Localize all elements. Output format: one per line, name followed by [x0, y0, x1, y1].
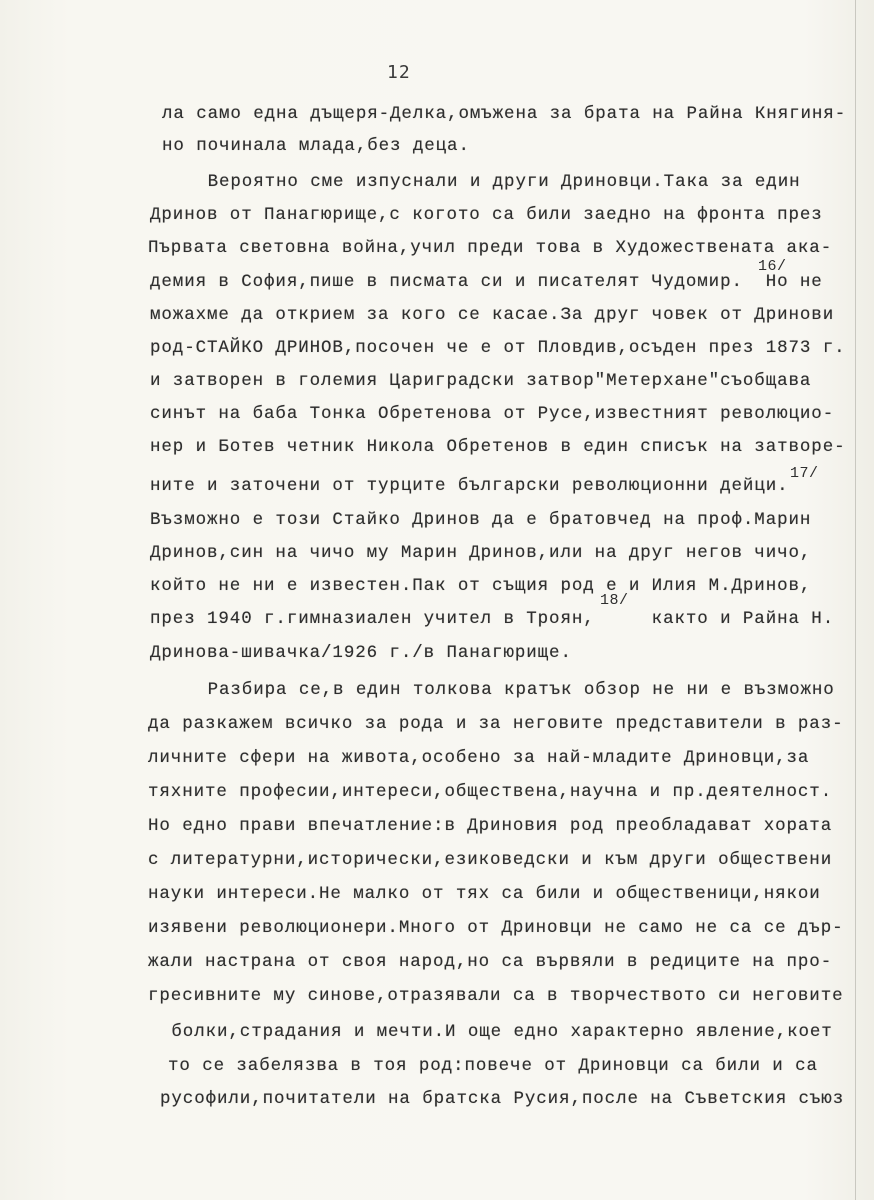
page-edge [855, 0, 856, 1200]
text-line-16: през 1940 г.гимназиален учител в Троян, както и Райна Н. [150, 609, 835, 629]
text-line-6: демия в София,пише в писмата си и писателят Чудомир. Но не [150, 272, 823, 292]
text-line-23: с литературни,исторически,езиковедски и към други обществени [148, 850, 833, 870]
text-line-7: можахме да открием за кого се касае.За друг човек от Дринови [150, 305, 835, 325]
text-line-15: който не ни е известен.Пак от същия род е и Илия М.Дринов, [150, 576, 812, 596]
text-line-13: Възможно е този Стайко Дринов да е братовчед на проф.Марин [150, 510, 812, 530]
text-line-17: Дринова-шивачка/1926 г./в Панагюрище. [150, 643, 572, 663]
text-line-1: ла само една дъщеря-Делка,омъжена за брата на Райна Княгиня- [162, 104, 847, 124]
text-line-8: род-СТАЙКО ДРИНОВ,посочен че е от Пловдив,осъден през 1873 г. [150, 338, 846, 358]
text-line-5: Първата световна война,учил преди това в Художествената ака- [148, 238, 833, 258]
text-line-21: тяхните професии,интереси,обществена,научна и пр.деятелност. [148, 782, 833, 802]
text-line-19: да разкажем всичко за рода и за неговите представители в раз- [148, 714, 844, 734]
text-line-14: Дринов,син на чичо му Марин Дринов,или на друг негов чичо, [150, 543, 812, 563]
footnote-18: 18/ [600, 592, 629, 609]
text-line-3: Вероятно сме изпуснали и други Дриновци.Така за един [162, 172, 801, 192]
text-line-12: ните и заточени от турците български революционни дейци. [150, 476, 789, 496]
text-line-18: Разбира се,в един толкова кратък обзор не ни е възможно [162, 680, 835, 700]
text-line-29: то се забелязва в тоя род:повече от Дриновци са били и са [168, 1056, 818, 1076]
text-line-9: и затворен в големия Цариградски затвор"Метерхане"съобщава [150, 371, 812, 391]
text-line-2: но починала млада,без деца. [162, 136, 470, 156]
text-line-20: личните сфери на живота,особено за най-младите Дриновци,за [148, 748, 810, 768]
text-line-11: нер и Ботев четник Никола Обретенов в един списък на затворе- [150, 437, 846, 457]
page-number: 12 [387, 62, 411, 83]
text-line-22: Но едно прави впечатление:в Дриновия род преобладават хората [148, 816, 833, 836]
text-line-24: науки интереси.Не малко от тях са били и общественици,някои [148, 884, 821, 904]
text-line-30: русофили,почитатели на братска Русия,после на Съветския съюз [160, 1089, 845, 1109]
text-line-25: изявени революционери.Много от Дриновци не само не са се дър- [148, 918, 844, 938]
footnote-16: 16/ [758, 258, 787, 275]
text-line-28: болки,страдания и мечти.И още едно характерно явление,коет [160, 1022, 833, 1042]
text-line-26: жали настрана от своя народ,но са вървяли в редиците на про- [148, 952, 833, 972]
text-line-27: гресивните му синове,отразявали са в творчеството си неговите [148, 986, 844, 1006]
text-line-4: Дринов от Панагюрище,с когото са били заедно на фронта през [150, 205, 823, 225]
text-line-10: синът на баба Тонка Обретенова от Русе,известният революцио- [150, 404, 835, 424]
footnote-17: 17/ [790, 465, 819, 482]
